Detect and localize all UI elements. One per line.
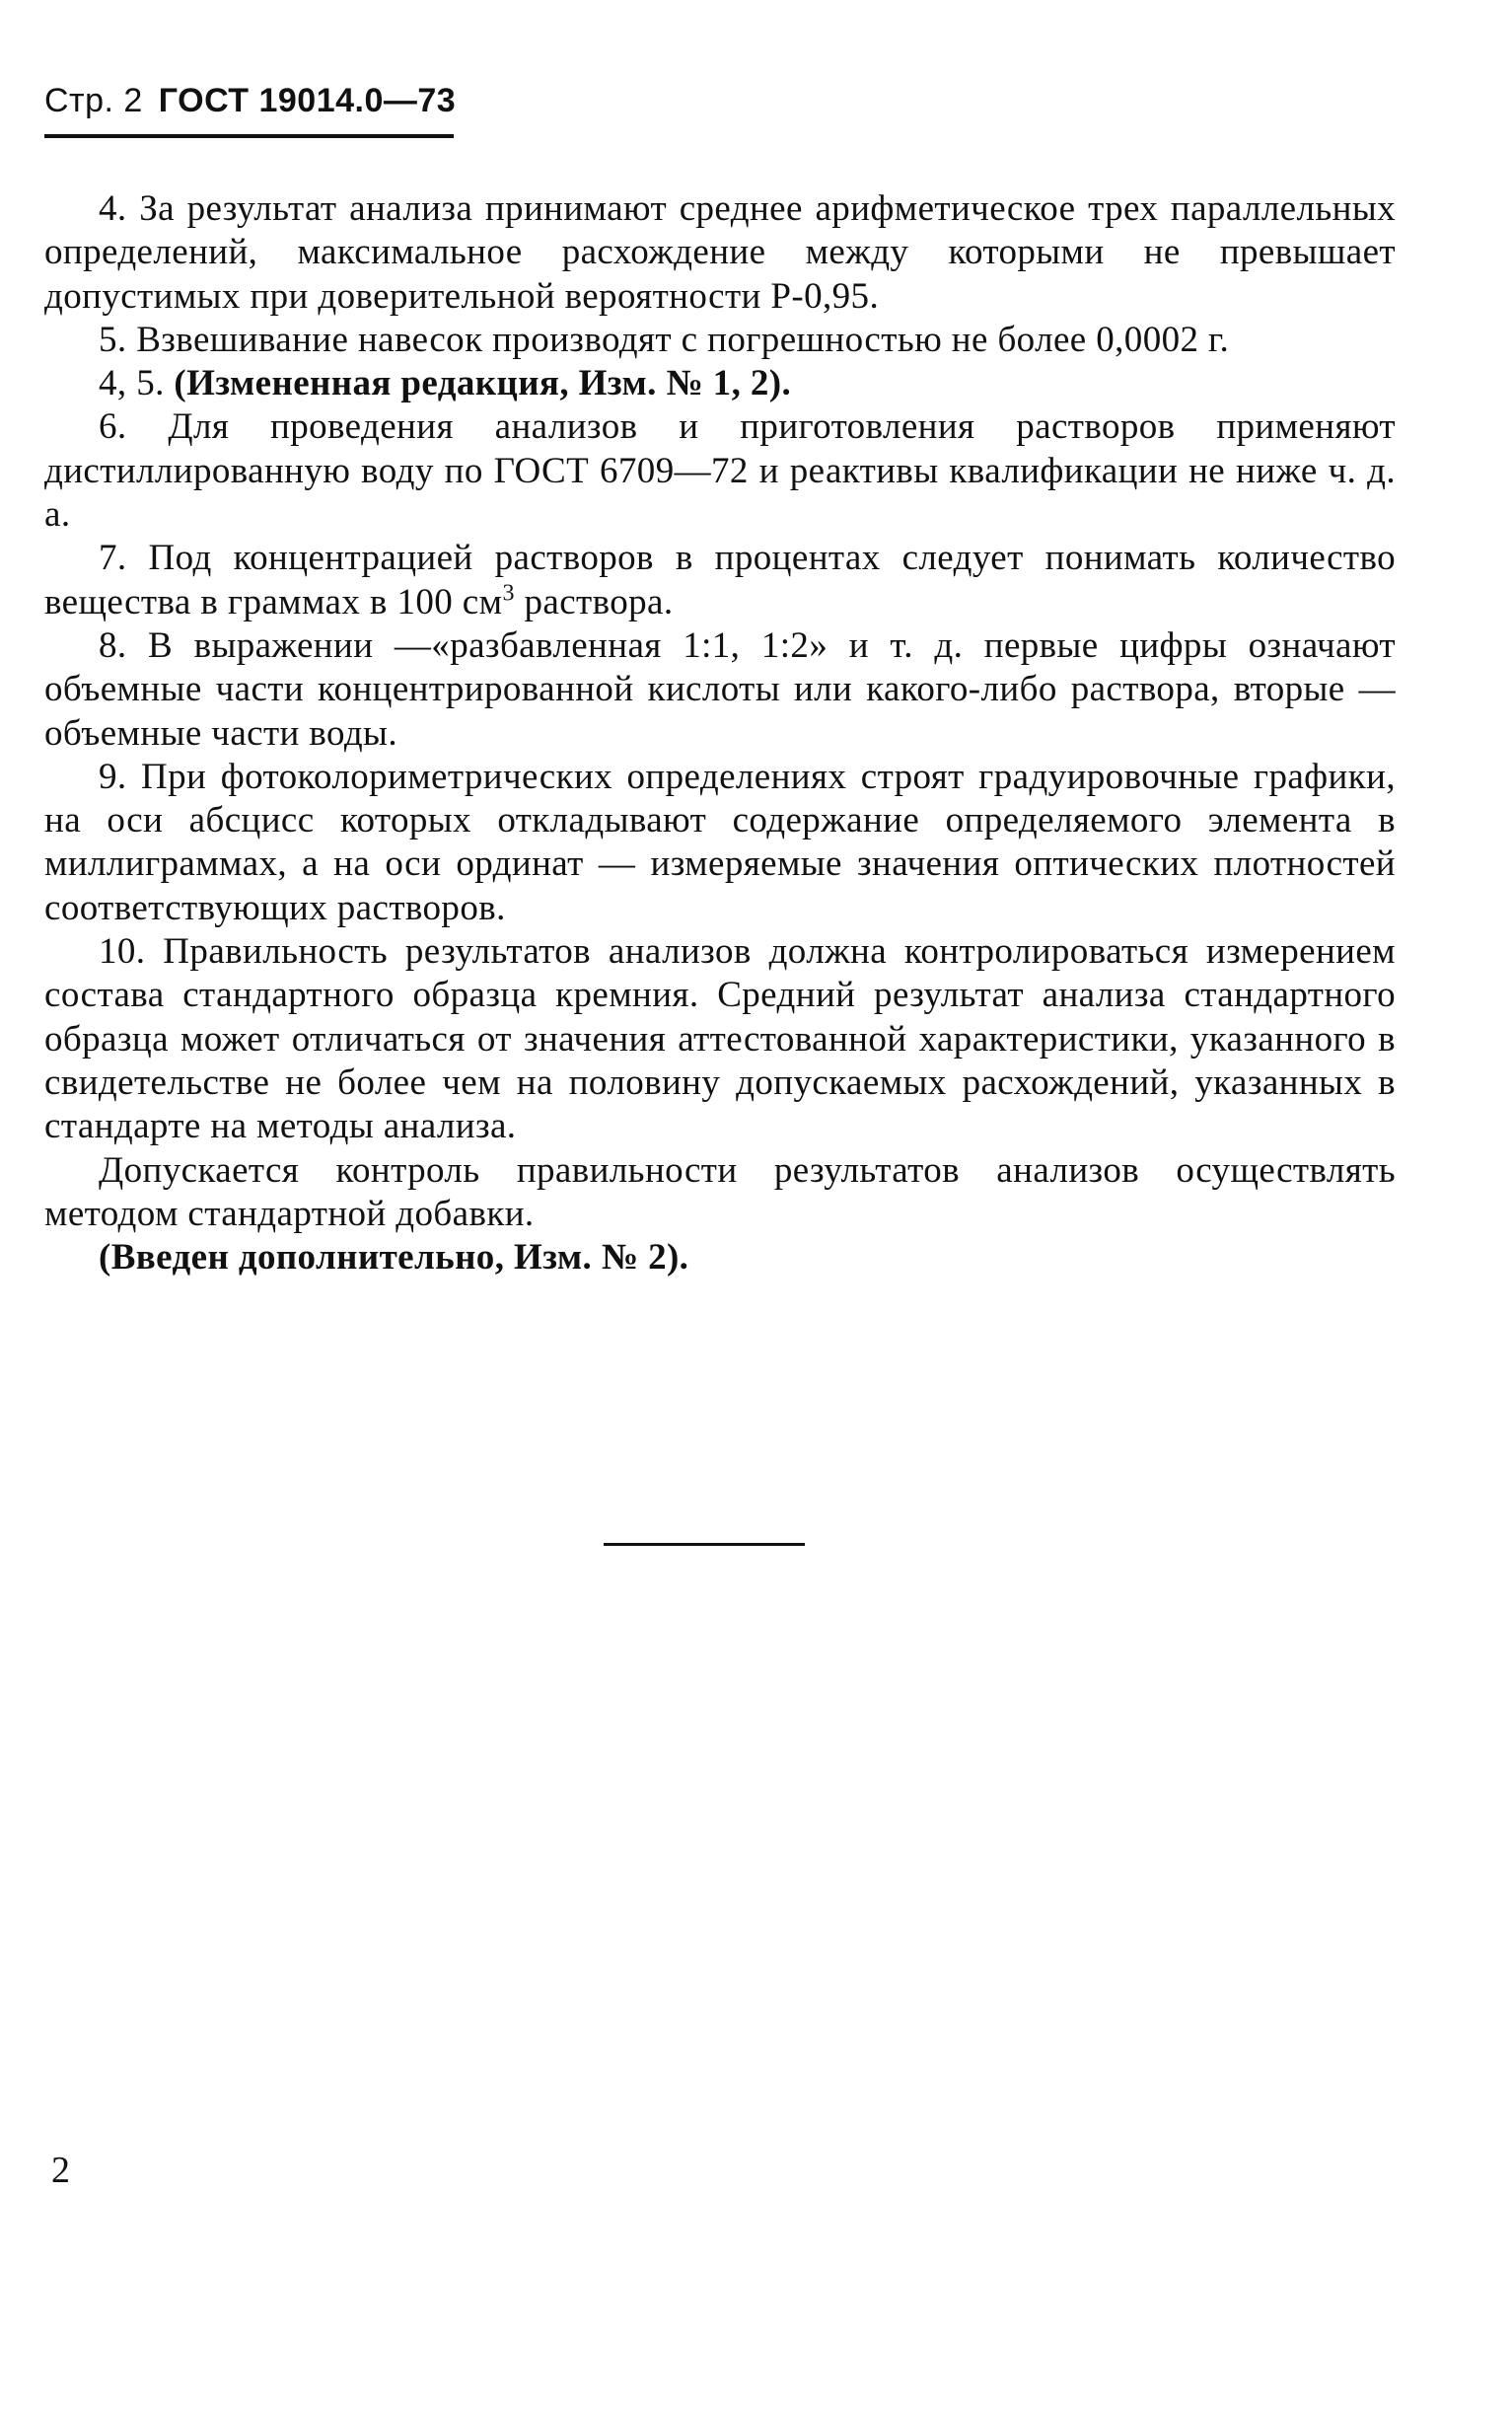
page-number: 2 <box>51 2150 70 2191</box>
standard-designation: ГОСТ 19014.0—73 <box>158 82 457 119</box>
paragraph-7-superscript: 3 <box>502 580 515 607</box>
paragraph-7-text: 7. Под концентрацией растворов в процентах следует понимать количество вещества в граммах в 100 см <box>44 538 1396 622</box>
amendment-note-4-5 <box>44 362 1396 405</box>
paragraph-9: 9. При фотоколориметрических определениях строят градуировочные графики, на оси абсцисс которых откладывают содержание определяемого элемента в миллиграммах, а на оси ординат — измеряемые значения оптических плотностей соответствующих растворов. <box>44 756 1396 928</box>
header-rule <box>44 134 454 138</box>
paragraph-7 <box>44 537 1396 624</box>
paragraph-4: 4. За результат анализа принимают среднее арифметическое трех параллельных определений, максимальное расхождение между которыми не превышает допустимых при доверительной вероятности Р-0,95. <box>44 188 1396 317</box>
document-body <box>44 187 1396 1280</box>
page-label: Стр. 2 <box>44 82 143 119</box>
amendment-note-number: 4, 5. <box>99 363 165 404</box>
page-header <box>44 81 456 120</box>
paragraph-5: 5. Взвешивание навесок производят с погрешностью не более 0,0002 г. <box>99 319 1230 360</box>
amendment-note-text: (Измененная редакция, Изм. № 1, 2). <box>174 363 792 404</box>
paragraph-10: 10. Правильность результатов анализов должна контролироваться измерением состава стандартного образца кремния. Средний результат анализа стандартного образца может отличаться от значения аттестованной характеристики, указанного в свидетельстве не более чем на половину допускаемых расхождений, указанных в стандарте на методы анализа. <box>44 931 1396 1147</box>
end-rule <box>604 1543 805 1546</box>
paragraph-8: 8. В выражении —«разбавленная 1:1, 1:2» и т. д. первые цифры означают объемные части концентрированной кислоты или какого-либо раствора, вторые — объемные части воды. <box>44 624 1396 754</box>
paragraph-6: 6. Для проведения анализов и приготовления растворов применяют дистиллированную воду по ГОСТ 6709—72 и реактивы квалификации не ниже ч. д. а. <box>44 406 1396 536</box>
amendment-note-introduced: (Введен дополнительно, Изм. № 2). <box>99 1237 689 1279</box>
paragraph-7-tail: раствора. <box>514 581 674 622</box>
paragraph-10-addendum: Допускается контроль правильности результатов анализов осуществлять методом стандартной добавки. <box>44 1149 1396 1234</box>
